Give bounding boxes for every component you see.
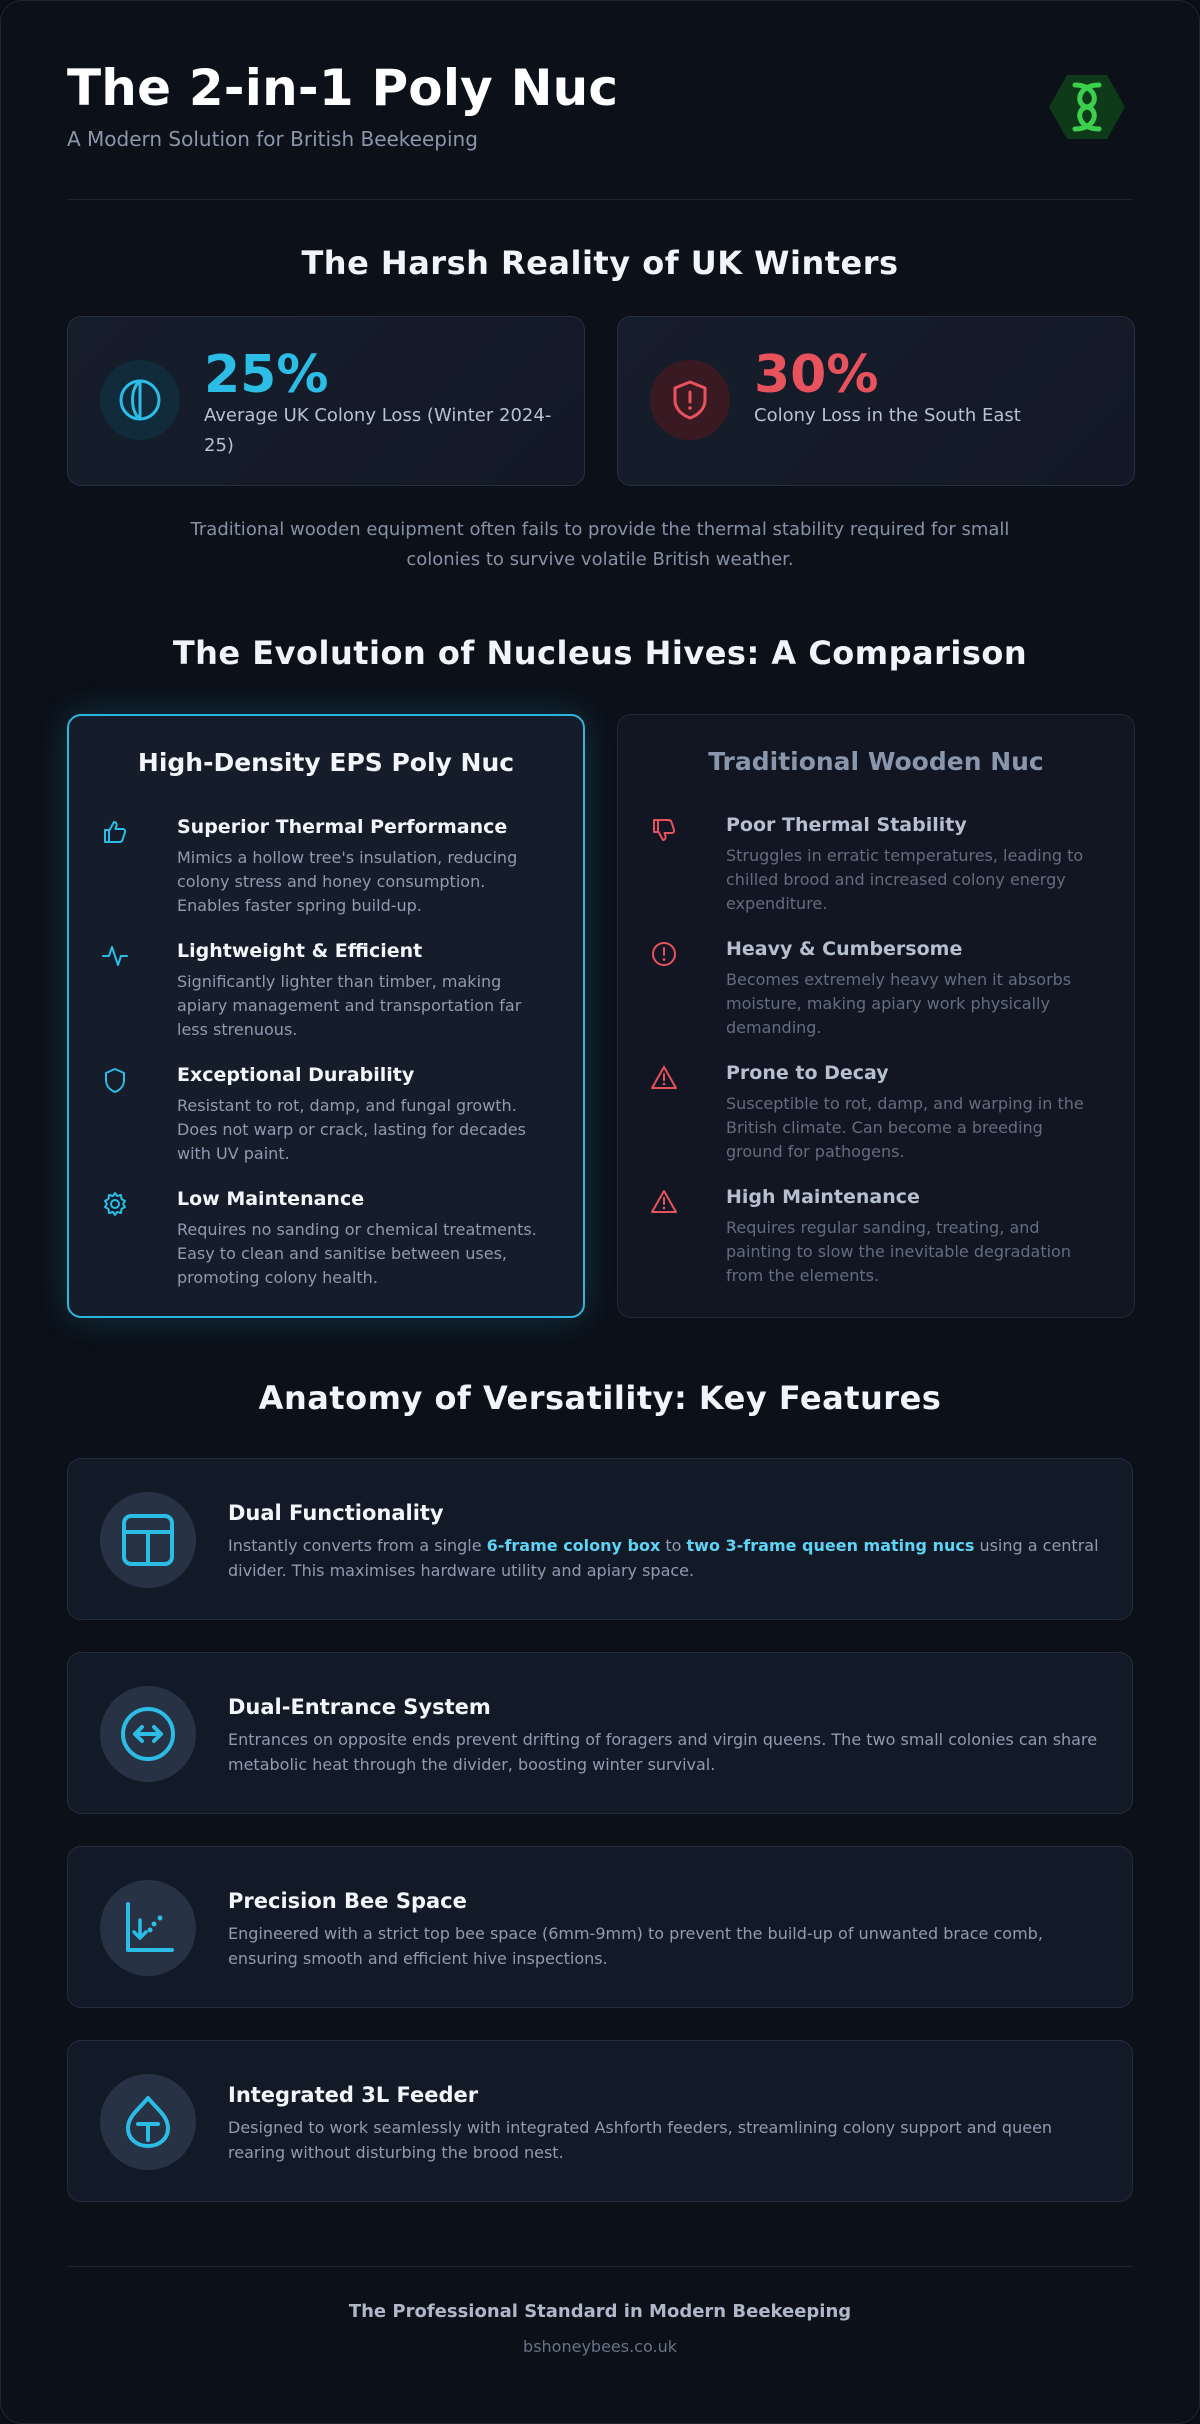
poly-item-title: Exceptional Durability: [177, 1064, 415, 1086]
stat-card-uk-loss: [67, 316, 585, 486]
shield-alert-icon: [650, 360, 730, 440]
feature-desc: [228, 1533, 1100, 1583]
winters-intro-text: Traditional wooden equipment often fails to provide the thermal stability required for small colonies to survive volatile British weather.: [190, 519, 1010, 570]
wood-item-title: High Maintenance: [726, 1186, 920, 1208]
thumbs-down-icon: [650, 816, 678, 844]
feature-desc-text: to: [660, 1536, 687, 1555]
poly-item-title: Lightweight & Efficient: [177, 940, 423, 962]
poly-item: [101, 1188, 553, 1298]
feature-card-dual-entrance: [67, 1652, 1133, 1814]
wooden-nuc-card: [617, 714, 1135, 1318]
footer-divider: [67, 2266, 1133, 2267]
drop-feeder-icon: [100, 2074, 196, 2170]
wood-item-desc: Requires regular sanding, treating, and painting to slow the inevitable degradation from the elements.: [726, 1218, 1071, 1285]
features-section-title: Anatomy of Versatility: Key Features: [258, 1379, 942, 1417]
wood-item: [650, 938, 1104, 1048]
page-subtitle: A Modern Solution for British Beekeeping: [67, 127, 478, 151]
wooden-nuc-heading: Traditional Wooden Nuc: [708, 747, 1044, 776]
feature-card-bee-space: [67, 1846, 1133, 2008]
poly-item: [101, 816, 553, 926]
winters-section-title: The Harsh Reality of UK Winters: [301, 244, 899, 282]
wood-item: [650, 814, 1104, 924]
feature-title: Precision Bee Space: [228, 1889, 467, 1913]
activity-icon: [101, 942, 129, 970]
feature-title: Integrated 3L Feeder: [228, 2083, 479, 2107]
poly-item-desc: Requires no sanding or chemical treatments. Easy to clean and sanitise between uses, promoting colony health.: [177, 1220, 537, 1287]
comparison-section-title: The Evolution of Nucleus Hives: A Comparison: [172, 634, 1028, 672]
half-circle-icon: [100, 360, 180, 440]
feature-desc-text: using a central divider. This maximises hardware utility and apiary space.: [228, 1536, 1099, 1580]
poly-item: [101, 1064, 553, 1174]
poly-nuc-card: [67, 714, 585, 1318]
wood-item-title: Poor Thermal Stability: [726, 814, 967, 836]
thumbs-up-icon: [101, 818, 129, 846]
feature-card-feeder: [67, 2040, 1133, 2202]
page-title: The 2-in-1 Poly Nuc: [67, 59, 619, 117]
wood-item: [650, 1186, 1104, 1296]
gear-icon: [101, 1190, 129, 1218]
poly-item-title: Superior Thermal Performance: [177, 816, 508, 838]
feature-desc: Entrances on opposite ends prevent drifting of foragers and virgin queens. The two small colonies can share metabolic heat through the divider, boosting winter survival.: [228, 1730, 1098, 1774]
feature-desc-text: Instantly converts from a single: [228, 1536, 487, 1555]
header-divider: [67, 199, 1133, 200]
stat-label: Colony Loss in the South East: [754, 405, 1021, 426]
warning-triangle-icon: [650, 1064, 678, 1092]
stat-value: 30%: [754, 345, 879, 405]
footer-url: bshoneybees.co.uk: [523, 2337, 677, 2356]
infinity-hex-logo-icon: [1047, 71, 1127, 143]
feature-desc: Engineered with a strict top bee space (6mm-9mm) to prevent the build-up of unwanted brace comb, ensuring smooth and efficient hive inspections.: [228, 1924, 1043, 1968]
feature-highlight: two 3-frame queen mating nucs: [686, 1536, 975, 1555]
alert-circle-icon: [650, 940, 678, 968]
poly-item-desc: Mimics a hollow tree's insulation, reducing colony stress and honey consumption. Enables faster spring build-up.: [177, 848, 518, 915]
stat-value: 25%: [204, 345, 329, 405]
wood-item-desc: Struggles in erratic temperatures, leading to chilled brood and increased colony energy expenditure.: [726, 846, 1084, 913]
shield-icon: [101, 1066, 129, 1094]
axis-measure-icon: [100, 1880, 196, 1976]
stat-label: Average UK Colony Loss (Winter 2024-25): [204, 405, 552, 456]
feature-highlight: 6-frame colony box: [486, 1536, 661, 1555]
page-header: [67, 59, 1133, 199]
wood-item-desc: Becomes extremely heavy when it absorbs moisture, making apiary work physically demanding.: [726, 970, 1072, 1037]
poly-item: [101, 940, 553, 1050]
poly-nuc-heading: High-Density EPS Poly Nuc: [137, 748, 515, 777]
wood-item-desc: Susceptible to rot, damp, and warping in the British climate. Can become a breeding ground for pathogens.: [726, 1094, 1084, 1161]
warning-triangle-icon: [650, 1188, 678, 1216]
wood-item: [650, 1062, 1104, 1172]
feature-card-dual-functionality: [67, 1458, 1133, 1620]
feature-title: Dual Functionality: [228, 1501, 444, 1525]
feature-title: Dual-Entrance System: [228, 1695, 491, 1719]
arrows-left-right-icon: [100, 1686, 196, 1782]
footer-tagline: The Professional Standard in Modern Beekeeping: [348, 2301, 852, 2322]
wood-item-title: Heavy & Cumbersome: [726, 938, 963, 960]
layout-split-icon: [100, 1492, 196, 1588]
stat-card-south-east-loss: [617, 316, 1135, 486]
poly-item-desc: Significantly lighter than timber, making apiary management and transportation far less strenuous.: [177, 972, 522, 1039]
wood-item-title: Prone to Decay: [726, 1062, 889, 1084]
poly-item-desc: Resistant to rot, damp, and fungal growth. Does not warp or crack, lasting for decades with UV paint.: [177, 1096, 526, 1163]
poly-item-title: Low Maintenance: [177, 1188, 365, 1210]
feature-desc: Designed to work seamlessly with integrated Ashforth feeders, streamlining colony support and queen rearing without disturbing the brood nest.: [228, 2118, 1053, 2162]
